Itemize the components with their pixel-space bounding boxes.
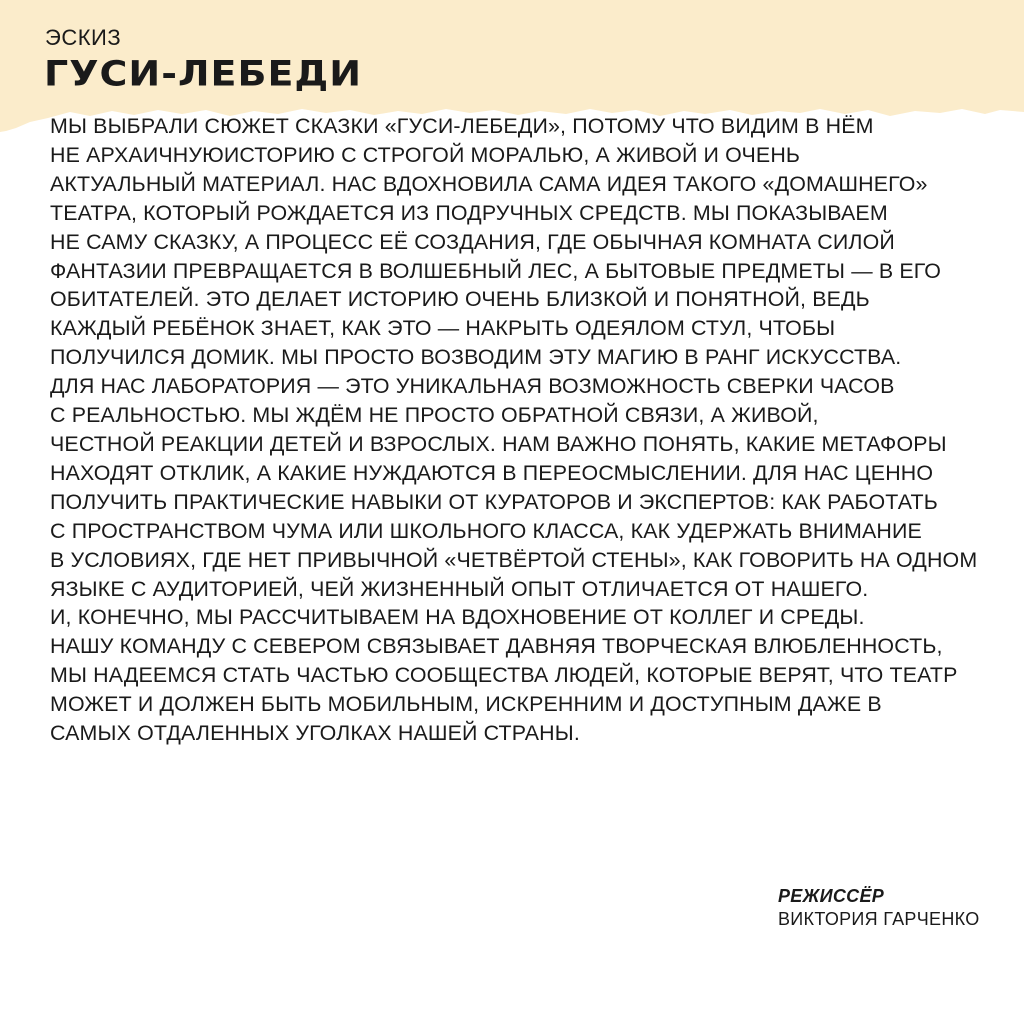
signature-role: РЕЖИССЁР (778, 886, 885, 906)
body-line: МЫ НАДЕЕМСЯ СТАТЬ ЧАСТЬЮ СООБЩЕСТВА ЛЮДЕЙ, КОТОРЫЕ ВЕРЯТ, ЧТО ТЕАТР (50, 663, 958, 688)
body-line: НАШУ КОМАНДУ С СЕВЕРОМ СВЯЗЫВАЕТ ДАВНЯЯ ТВОРЧЕСКАЯ ВЛЮБЛЕННОСТЬ, (50, 634, 943, 659)
body-line: С РЕАЛЬНОСТЬЮ. МЫ ЖДЁМ НЕ ПРОСТО ОБРАТНОЙ СВЯЗИ, А ЖИВОЙ, (50, 403, 819, 428)
signature-block (778, 885, 980, 931)
body-text (50, 112, 990, 748)
body-line: И, КОНЕЧНО, МЫ РАССЧИТЫВАЕМ НА ВДОХНОВЕНИЕ ОТ КОЛЛЕГ И СРЕДЫ. (50, 605, 865, 630)
body-line: ОБИТАТЕЛЕЙ. ЭТО ДЕЛАЕТ ИСТОРИЮ ОЧЕНЬ БЛИЗКОЙ И ПОНЯТНОЙ, ВЕДЬ (50, 287, 870, 312)
page-title: ГУСИ-ЛЕБЕДИ (44, 53, 363, 94)
body-line: НЕ САМУ СКАЗКУ, А ПРОЦЕСС ЕЁ СОЗДАНИЯ, ГДЕ ОБЫЧНАЯ КОМНАТА СИЛОЙ (50, 229, 895, 254)
body-line: САМЫХ ОТДАЛЕННЫХ УГОЛКАХ НАШЕЙ СТРАНЫ. (50, 721, 580, 746)
body-line: МЫ ВЫБРАЛИ СЮЖЕТ СКАЗКИ «ГУСИ-ЛЕБЕДИ», ПОТОМУ ЧТО ВИДИМ В НЁМ (50, 114, 874, 138)
body-line: НЕ АРХАИЧНУЮИСТОРИЮ С СТРОГОЙ МОРАЛЬЮ, А ЖИВОЙ И ОЧЕНЬ (50, 142, 801, 167)
signature-name: ВИКТОРИЯ ГАРЧЕНКО (778, 909, 980, 929)
body-line: КАЖДЫЙ РЕБЁНОК ЗНАЕТ, КАК ЭТО — НАКРЫТЬ ОДЕЯЛОМ СТУЛ, ЧТОБЫ (50, 316, 836, 341)
body-line: ДЛЯ НАС ЛАБОРАТОРИЯ — ЭТО УНИКАЛЬНАЯ ВОЗМОЖНОСТЬ СВЕРКИ ЧАСОВ (50, 374, 895, 399)
body-line: ФАНТАЗИИ ПРЕВРАЩАЕТСЯ В ВОЛШЕБНЫЙ ЛЕС, А БЫТОВЫЕ ПРЕДМЕТЫ — В ЕГО (50, 258, 942, 283)
body-line: С ПРОСТРАНСТВОМ ЧУМА ИЛИ ШКОЛЬНОГО КЛАССА, КАК УДЕРЖАТЬ ВНИМАНИЕ (50, 518, 922, 543)
body-line: НАХОДЯТ ОТКЛИК, А КАКИЕ НУЖДАЮТСЯ В ПЕРЕОСМЫСЛЕНИИ. ДЛЯ НАС ЦЕННО (50, 460, 934, 485)
body-line: В УСЛОВИЯХ, ГДЕ НЕТ ПРИВЫЧНОЙ «ЧЕТВЁРТОЙ СТЕНЫ», КАК ГОВОРИТЬ НА ОДНОМ (50, 547, 978, 572)
body-line: ЯЗЫКЕ С АУДИТОРИЕЙ, ЧЕЙ ЖИЗНЕННЫЙ ОПЫТ ОТЛИЧАЕТСЯ ОТ НАШЕГО. (50, 576, 869, 601)
body-line: ЧЕСТНОЙ РЕАКЦИИ ДЕТЕЙ И ВЗРОСЛЫХ. НАМ ВАЖНО ПОНЯТЬ, КАКИЕ МЕТАФОРЫ (50, 431, 947, 456)
body-line: ПОЛУЧИТЬ ПРАКТИЧЕСКИЕ НАВЫКИ ОТ КУРАТОРОВ И ЭКСПЕРТОВ: КАК РАБОТАТЬ (50, 489, 938, 514)
body-line: АКТУАЛЬНЫЙ МАТЕРИАЛ. НАС ВДОХНОВИЛА САМА ИДЕЯ ТАКОГО «ДОМАШНЕГО» (50, 171, 928, 196)
body-line: ТЕАТРА, КОТОРЫЙ РОЖДАЕТСЯ ИЗ ПОДРУЧНЫХ СРЕДСТВ. МЫ ПОКАЗЫВАЕМ (50, 200, 888, 225)
body-line: МОЖЕТ И ДОЛЖЕН БЫТЬ МОБИЛЬНЫМ, ИСКРЕННИМ И ДОСТУПНЫМ ДАЖЕ В (50, 692, 882, 717)
body-line: ПОЛУЧИЛСЯ ДОМИК. МЫ ПРОСТО ВОЗВОДИМ ЭТУ МАГИЮ В РАНГ ИСКУССТВА. (50, 345, 902, 370)
kicker-label: ЭСКИЗ (45, 25, 122, 50)
